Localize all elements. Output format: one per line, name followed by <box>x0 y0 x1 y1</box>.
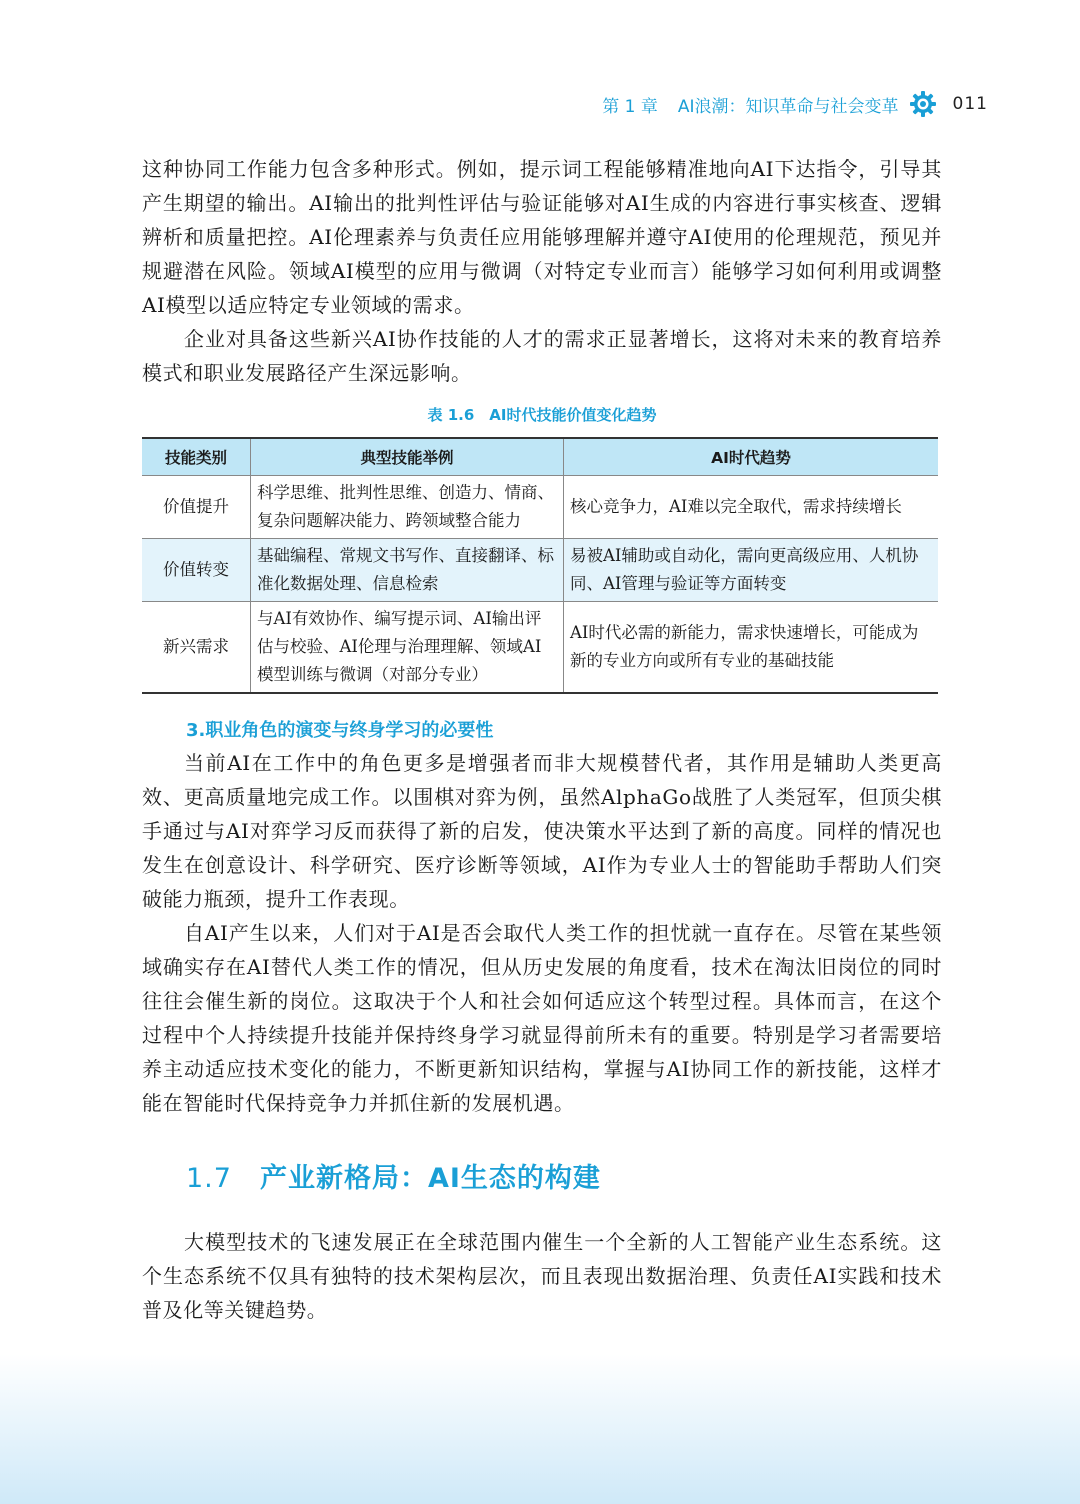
section-number: 1.7 <box>186 1163 232 1194</box>
table-cell: 科学思维、批判性思维、创造力、情商、复杂问题解决能力、跨领域整合能力 <box>251 476 564 539</box>
table-row <box>142 476 938 539</box>
paragraph: 当前AI在工作中的角色更多是增强者而非大规模替代者，其作用是辅助人类更高效、更高质量地完成工作。以围棋对弈为例，虽然AlphaGo战胜了人类冠军，但顶尖棋手通过与AI对弈学习反而获得了新的启发，使决策水平达到了新的高度。同样的情况也发生在创意设计、科学研究、医疗诊断等领域，AI作为专业人士的智能助手帮助人们突破能力瓶颈，提升工作表现。 <box>142 751 942 911</box>
page-content <box>142 152 942 1327</box>
page-bottom-gradient <box>0 1354 1080 1504</box>
paragraph: 大模型技术的飞速发展正在全球范围内催生一个全新的人工智能产业生态系统。这个生态系统不仅具有独特的技术架构层次，而且表现出数据治理、负责任AI实践和技术普及化等关键趋势。 <box>142 1230 942 1322</box>
table-cell: 价值转变 <box>142 539 251 602</box>
table-cell: 价值提升 <box>142 476 251 539</box>
header-chapter: 第 1 章 <box>602 96 658 117</box>
table-row <box>142 602 938 694</box>
table-cell: 易被AI辅助或自动化，需向更高级应用、人机协同、AI管理与验证等方面转变 <box>564 539 939 602</box>
subsection-heading: 3.职业角色的演变与终身学习的必要性 <box>186 720 494 741</box>
table-cell: 基础编程、常规文书写作、直接翻译、标准化数据处理、信息检索 <box>251 539 564 602</box>
table-row <box>142 539 938 602</box>
table-cell: 新兴需求 <box>142 602 251 694</box>
page-number: 011 <box>952 94 988 114</box>
paragraph: 企业对具备这些新兴AI协作技能的人才的需求正显著增长，这将对未来的教育培养模式和职业发展路径产生深远影响。 <box>142 327 942 385</box>
skills-table <box>142 437 938 694</box>
table-caption: 表 1.6 AI时代技能价值变化趋势 <box>427 406 657 424</box>
table-cell: AI时代必需的新能力，需求快速增长，可能成为新的专业方向或所有专业的基础技能 <box>564 602 939 694</box>
table-header-row <box>142 438 938 476</box>
gear-icon <box>909 90 937 118</box>
table-header-cell: 技能类别 <box>142 438 251 476</box>
table-cell: 与AI有效协作、编写提示词、AI输出评估与校验、AI伦理与治理理解、领域AI模型训练与微调（对部分专业） <box>251 602 564 694</box>
section-heading <box>186 1156 942 1195</box>
table-cell: 核心竞争力，AI难以完全取代，需求持续增长 <box>564 476 939 539</box>
table-header-cell: AI时代趋势 <box>564 438 939 476</box>
table-header-cell: 典型技能举例 <box>251 438 564 476</box>
header-title: AI浪潮：知识革命与社会变革 <box>677 96 899 117</box>
paragraph: 这种协同工作能力包含多种形式。例如，提示词工程能够精准地向AI下达指令，引导其产生期望的输出。AI输出的批判性评估与验证能够对AI生成的内容进行事实核查、逻辑辨析和质量把控。AI伦理素养与负责任应用能够理解并遵守AI使用的伦理规范，预见并规避潜在风险。领域AI模型的应用与微调（对特定专业而言）能够学习如何利用或调整AI模型以适应特定专业领域的需求。 <box>142 157 942 317</box>
section-title-text: 产业新格局：AI生态的构建 <box>259 1163 601 1194</box>
paragraph: 自AI产生以来，人们对于AI是否会取代人类工作的担忧就一直存在。尽管在某些领域确实存在AI替代人类工作的情况，但从历史发展的角度看，技术在淘汰旧岗位的同时往往会催生新的岗位。这取决于个人和社会如何适应这个转型过程。具体而言，在这个过程中个人持续提升技能并保持终身学习就显得前所未有的重要。特别是学习者需要培养主动适应技术变化的能力，不断更新知识结构，掌握与AI协同工作的新技能，这样才能在智能时代保持竞争力并抓住新的发展机遇。 <box>142 921 942 1115</box>
running-header <box>602 88 988 120</box>
